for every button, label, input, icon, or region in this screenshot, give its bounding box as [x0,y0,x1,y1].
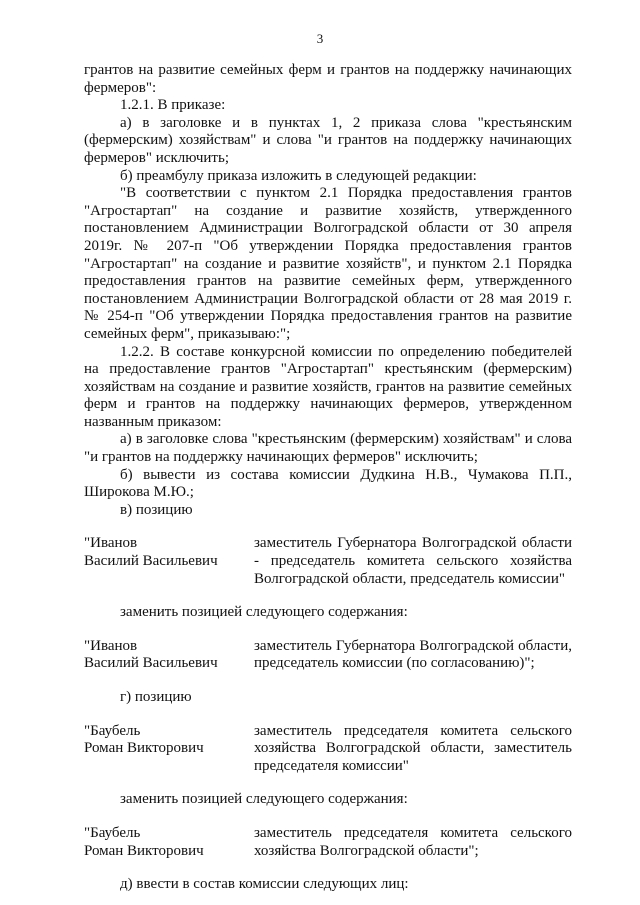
paragraph-1-2-2: 1.2.2. В составе конкурсной комиссии по определению победителей на предоставление грантов "Агростартап" крестьянским (фермерским) хозяйствам на создание и развитие хозяйств, грантов на развитие семейных ферм и грантов на поддержку начинающих фермеров, утвержденном названным приказом: [84,343,572,430]
position-description: заместитель Губернатора Волгоградской области, председатель комиссии (по согласованию)"; [254,637,572,672]
position-name: "Иванов Василий Васильевич [84,637,218,672]
paragraph-1-2-1: 1.2.1. В приказе: [120,97,226,114]
paragraph-commission-b: б) вывести из состава комиссии Дудкина Н.В., Чумакова П.П., Широкова М.Ю.; [84,466,572,501]
position-entry-ivanov-new [84,638,572,673]
position-description: заместитель председателя комитета сельского хозяйства Волгоградской области"; [254,824,572,859]
position-name: "Баубель Роман Викторович [84,824,204,859]
position-description: заместитель Губернатора Волгоградской области - председатель комитета сельского хозяйства Волгоградской области, председатель комиссии" [254,535,572,587]
paragraph-commission-v: в) позицию [120,501,193,518]
position-entry-baubel-old [84,723,572,776]
position-description: заместитель председателя комитета сельского хозяйства Волгоградской области, заместитель председателя комиссии" [254,722,572,774]
page-number: 3 [316,31,324,46]
paragraph-item-b: б) преамбулу приказа изложить в следующей редакции: [120,167,477,184]
paragraph-continuation: грантов на развитие семейных ферм и грантов на поддержку начинающих фермеров": [84,62,572,96]
document-body [84,62,572,894]
paragraph-preamble: "В соответствии с пунктом 2.1 Порядка предоставления грантов "Агростартап" на создание и развитие хозяйств, утвержденного постановлением Администрации Волгоградской области от 30 апреля 2019г. № 207-п "Об утверждении Порядка предоставления грантов "Агростартап" на создание и развитие хозяйств", и пунктом 2.1 Порядка предоставления грантов на развитие семейных ферм, утвержденного постановлением Администрации Волгоградской области от 28 мая 2019 г. № 254-п "Об утверждении Порядка предоставления грантов на развитие семейных ферм", приказываю:"; [84,185,572,342]
paragraph-commission-d: д) ввести в состав комиссии следующих лиц: [120,876,409,893]
position-entry-ivanov-old [84,535,572,588]
paragraph-item-a: а) в заголовке и в пунктах 1, 2 приказа слова "крестьянским (фермерским) хозяйствам" и слова "и грантов на поддержку начинающих фермеров" исключить; [84,114,572,166]
position-entry-baubel-new [84,825,572,860]
paragraph-commission-g: г) позицию [120,689,192,705]
paragraph-commission-a: а) в заголовке слова "крестьянским (фермерским) хозяйствам" и слова "и грантов на поддержку начинающих фермеров" исключить; [84,431,572,466]
replace-phrase: заменить позицией следующего содержания: [120,791,408,808]
replace-phrase: заменить позицией следующего содержания: [120,604,408,621]
position-name: "Иванов Василий Васильевич [84,535,218,570]
position-name: "Баубель Роман Викторович [84,722,204,757]
